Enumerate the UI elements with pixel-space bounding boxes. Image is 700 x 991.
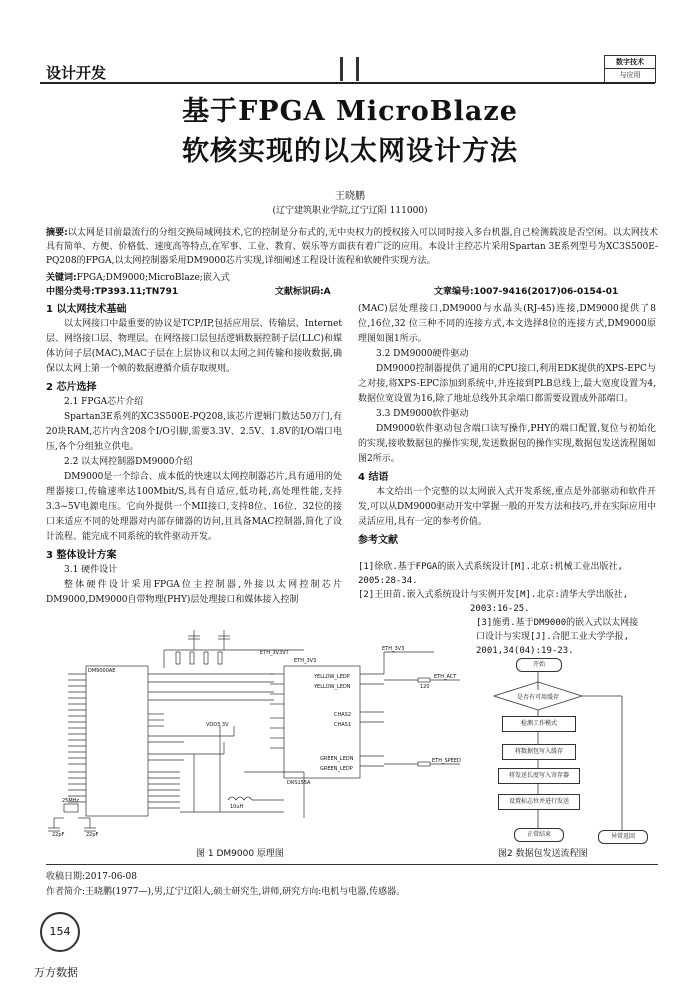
- affiliation: (辽宁建筑职业学院,辽宁辽阳 111000): [272, 206, 428, 216]
- section-2-1-title: 2.1 FPGA芯片介绍: [64, 397, 144, 407]
- section-3-3-text: DM9000软件驱动包含端口读写操作,PHY的端口配置,复位与初始化的实现,接收数据包的操作实现,发送数据包的操作实现,数据包发送流程图如图2所示。: [358, 424, 656, 464]
- section-3-2-title: 3.2 DM9000硬件驱动: [376, 349, 469, 359]
- reference-1: [358, 560, 628, 602]
- crystal-label: 25MHz: [62, 798, 80, 804]
- section-4-text: 本文给出一个完整的以太网嵌入式开发系统,重点是外部驱动和软件开发,可以从DM9000驱动开发中掌握一般的开发方法和技巧,并在实际应用中灵活应用,具有一定的参考价值。: [358, 487, 656, 527]
- transformer-label: ETH_3V3: [294, 658, 317, 664]
- page-number-badge: 154: [40, 912, 80, 952]
- reference-2-line1: [2]王田苗.嵌入式系统设计与实例开发[M].北京:清华大学出版社,: [358, 590, 629, 600]
- section-3-2-text: DM9000控制器提供了通用的CPU接口,利用EDK提供的XPS-EPC与之对接,将XPS-EPC添加到系统中,并连接到PLB总线上,最大宽度设置为4,数据位宽设置为16,除了地址总线外其余端口都需要设置成外部端口。: [358, 364, 656, 404]
- wanfang-watermark: 万方数据: [34, 966, 78, 979]
- section-label: 设计开发: [46, 64, 107, 82]
- inductor-label: 10uH: [230, 804, 244, 810]
- reference-1-line2: 2005:28-34.: [358, 576, 418, 586]
- chassis-label-1: CHAS2: [334, 712, 352, 718]
- header-bar: [340, 57, 343, 81]
- reference-2-cont: 2003:16-25.: [470, 604, 530, 614]
- vdd-label: VDD3.3V: [206, 722, 229, 728]
- logo-line2: 与应用: [619, 71, 641, 79]
- cap-value-1: 22pF: [52, 832, 65, 838]
- section-2-2-title: 2.2 以太网控制器DM9000介绍: [64, 457, 193, 467]
- author-bio: 作者简介:王晓鹏(1977—),男,辽宁辽阳人,硕士研究生,讲师,研究方向:电机与电器,传感器。: [46, 887, 406, 897]
- logo-line1: 数字技术: [605, 56, 655, 69]
- figure-2-flowchart: [464, 654, 660, 850]
- section-1-title: 1 以太网技术基础: [46, 304, 127, 315]
- figure-1-schematic: [44, 622, 460, 840]
- section-4-title: 4 结语: [358, 472, 389, 483]
- title-line1: 基于FPGA MicroBlaze: [182, 96, 518, 127]
- led-label-2: YELLOW_LEDN: [314, 684, 351, 690]
- flow-normal-end: 正常结束: [514, 828, 564, 842]
- keywords-label: 关键词:: [46, 273, 77, 283]
- flow-detect-mode: 检测工作模式: [502, 716, 576, 732]
- section-3-3-title: 3.3 DM9000软件驱动: [376, 409, 469, 419]
- header-bar: [356, 57, 359, 81]
- section-3-1-text: 整体硬件设计采用FPGA位主控制器,外接以太网控制芯片DM9000,DM9000自带物理(PHY)层处理接口和媒体接入控制: [46, 580, 342, 605]
- keywords-text: FPGA;DM9000;MicroBlaze;嵌入式: [76, 273, 230, 283]
- reference-3-line2: 口设计与实现[J].合肥工业大学学报,: [476, 632, 630, 642]
- reference-3-line3: 2001,34(04):19-23.: [476, 646, 574, 656]
- chassis-label-2: CHAS1: [334, 722, 352, 728]
- right-column: [358, 302, 656, 548]
- doc-code: 文献标识码:A: [275, 287, 331, 297]
- flow-start: 开始: [516, 658, 562, 672]
- abstract-text: 以太网是目前最流行的分组交换局域网技术,它的控制是分布式的,无中央权力的授权接入可以同时接入多台机器,自己检测载波是否空闲。以太网技术具有简单、方便、价格低、速度高等特点,在军事、工业、教育、娱乐等方面获有着广泛的应用。本设计主控芯片采用Spartan 3E系列型号为XC3S500E-PQ208的FPGA,以太网控制器采用DM9000芯片实现,详细阐述工程设计流程和软硬件实现方法。: [46, 228, 658, 266]
- led-label-4: GREEN_LEDP: [320, 766, 353, 772]
- title-line2: 软核实现的以太网设计方法: [182, 136, 518, 167]
- reference-3: [476, 616, 638, 658]
- article-number: 文章编号:1007-9416(2017)06-0154-01: [434, 287, 619, 297]
- left-column: [46, 302, 342, 608]
- eth-vt-label: ETH_3V3VT: [260, 650, 289, 656]
- section-2-1-text: Spartan3E系列的XC3S500E-PQ208,该芯片逻辑门数达50万门,有20块RAM,芯片内含208个I/O引脚,需要3.3V、2.5V、1.8V的I/O端口电压,各个分组独立供电。: [46, 412, 342, 452]
- figure-2-caption: 图2 数据包发送流程图: [498, 849, 588, 859]
- led-label-3: GREEN_LEDN: [320, 756, 354, 762]
- section-2-title: 2 芯片选择: [46, 382, 97, 393]
- eth-speed-label: ETH_SPEED: [432, 758, 461, 764]
- chip-pin-label: DM9000AE: [88, 668, 116, 674]
- reference-1-line1: [1]徐欣.基于FPGA的嵌入式系统设计[M].北京:机械工业出版社,: [358, 562, 623, 572]
- section-3-1-title: 3.1 硬件设计: [64, 565, 118, 575]
- reference-3-line1: [3]施勇.基于DM9000的嵌入式以太网接: [476, 618, 639, 628]
- footnote-rule: [46, 864, 658, 865]
- received-date: 收稿日期:2017-06-08: [46, 872, 137, 882]
- right-para-1: (MAC)层处理接口,DM9000与水晶头(RJ-45)连接,DM9000提供了8位,16位,32 位三种不同的连接方式,本文选择8位的连接方式,DM9000原理图如图1所示。: [358, 304, 656, 344]
- pulse-transformer-label: DRS155A: [287, 780, 311, 786]
- abstract-label: 摘要:: [46, 228, 68, 238]
- flow-decision: 是否有可用缓存: [516, 694, 559, 701]
- section-1-text: 以太网接口中最重要的协议是TCP/IP,包括应用层、传输层、Internet层、网络接口层、物理层。在网络接口层包括逻辑数据控制子层(LLC)和媒体访问子层(MAC),MAC子层在上层协议和以太网之间传输和接收数据,确保以太网上第一个帧的数据遵循介质存取规则。: [46, 319, 342, 374]
- journal-logo: [604, 55, 656, 83]
- author: 王晓鹏: [335, 191, 365, 202]
- header-rule: [40, 82, 655, 84]
- clc-number: 中图分类号:TP393.11;TN791: [46, 287, 179, 297]
- section-3-title: 3 整体设计方案: [46, 550, 117, 561]
- resistor-value: 120: [420, 684, 430, 690]
- section-2-2-text: DM9000是一个综合、成本低的快速以太网控制器芯片,具有通用的处理器接口,传输速率达100Mbit/S,具有自适应,低功耗,高处理性能,支持3.3~5V电源电压。它向外提供一个MII接口,支持8位、16位、32位的接口来适应不同的处理器对内部存储器的访问,且具备MAC控制器,简化了设计流程、能完成不同系统的软件驱动开发。: [46, 472, 342, 542]
- flow-error-return: 异常返回: [598, 830, 648, 844]
- schematic-drawing: [44, 622, 460, 840]
- cap-value-2: 22pF: [86, 832, 99, 838]
- flow-write-length: 将发送长度写入寄存器: [498, 768, 580, 784]
- abstract: [46, 226, 658, 268]
- figure-1-caption: 图 1 DM9000 原理图: [196, 849, 284, 859]
- eth-act-label: ETH_ACT: [434, 674, 457, 680]
- eth-3v3-label: ETH_3V3: [382, 646, 405, 652]
- flow-set-flag: 设置标志位并进行发送: [498, 794, 580, 810]
- references-title: 参考文献: [358, 535, 398, 546]
- keywords: [46, 270, 230, 283]
- flow-copy-buffer: 将数据包写入缓存: [502, 744, 576, 760]
- led-label-1: YELLOW_LEDP: [314, 674, 350, 680]
